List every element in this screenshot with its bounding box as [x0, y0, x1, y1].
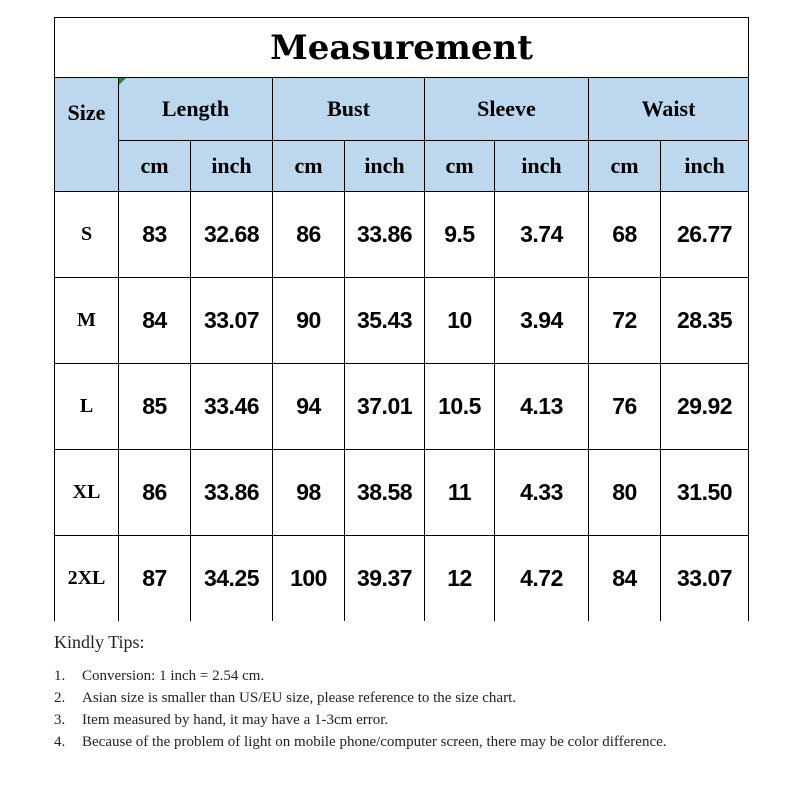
table-cell: 33.07 — [661, 536, 749, 622]
size-chart-table — [54, 17, 749, 621]
size-column-header — [55, 78, 119, 192]
table-cell: 29.92 — [661, 364, 749, 450]
table-cell: 86 — [119, 450, 191, 536]
table-cell: 87 — [119, 536, 191, 622]
table-cell: 4.13 — [495, 364, 589, 450]
table-cell: 84 — [589, 536, 661, 622]
size-cell: L — [55, 364, 119, 450]
table-cell: 76 — [589, 364, 661, 450]
size-cell: XL — [55, 450, 119, 536]
table-row — [55, 364, 749, 450]
unit-header: cm — [589, 141, 661, 192]
size-cell: S — [55, 192, 119, 278]
table-cell: 80 — [589, 450, 661, 536]
tip-number: 3. — [54, 712, 66, 728]
table-cell: 12 — [425, 536, 495, 622]
tip-text: Asian size is smaller than US/EU size, please reference to the size chart. — [82, 690, 516, 706]
unit-header: cm — [425, 141, 495, 192]
table-cell: 98 — [273, 450, 345, 536]
table-row — [55, 450, 749, 536]
sleeve-group-header: Sleeve — [425, 78, 589, 141]
unit-header: inch — [495, 141, 589, 192]
table-cell: 35.43 — [345, 278, 425, 364]
table-cell: 94 — [273, 364, 345, 450]
table-cell: 33.46 — [191, 364, 273, 450]
table-cell: 72 — [589, 278, 661, 364]
table-cell: 83 — [119, 192, 191, 278]
length-group-header — [119, 78, 273, 141]
unit-header: inch — [345, 141, 425, 192]
table-cell: 4.33 — [495, 450, 589, 536]
table-cell: 31.50 — [661, 450, 749, 536]
size-cell: 2XL — [55, 536, 119, 622]
tips-title: Kindly Tips: — [54, 632, 145, 652]
table-cell: 32.68 — [191, 192, 273, 278]
unit-header: inch — [191, 141, 273, 192]
table-cell: 3.94 — [495, 278, 589, 364]
kindly-tips — [54, 632, 754, 753]
tip-item — [54, 731, 754, 753]
table-cell: 39.37 — [345, 536, 425, 622]
tip-item — [54, 709, 754, 731]
table-cell: 26.77 — [661, 192, 749, 278]
unit-header: inch — [661, 141, 749, 192]
tip-text: Item measured by hand, it may have a 1-3cm error. — [82, 712, 389, 728]
table-cell: 38.58 — [345, 450, 425, 536]
tip-number: 1. — [54, 668, 66, 684]
table-cell: 10 — [425, 278, 495, 364]
tip-item — [54, 665, 754, 687]
table-cell: 3.74 — [495, 192, 589, 278]
table-cell: 33.86 — [191, 450, 273, 536]
table-cell: 85 — [119, 364, 191, 450]
length-label: Length — [161, 96, 230, 121]
tip-number: 4. — [54, 734, 66, 750]
table-row — [55, 278, 749, 364]
waist-group-header: Waist — [589, 78, 749, 141]
bust-group-header: Bust — [273, 78, 425, 141]
table-cell: 86 — [273, 192, 345, 278]
size-cell: M — [55, 278, 119, 364]
tip-item — [54, 687, 754, 709]
table-title: Measurement — [55, 18, 749, 78]
table-cell: 33.07 — [191, 278, 273, 364]
table-cell: 100 — [273, 536, 345, 622]
table-cell: 9.5 — [425, 192, 495, 278]
size-header-label: Size — [67, 99, 106, 125]
table-cell: 84 — [119, 278, 191, 364]
unit-header: cm — [119, 141, 191, 192]
table-cell: 68 — [589, 192, 661, 278]
cell-comment-marker — [119, 78, 126, 85]
unit-header: cm — [273, 141, 345, 192]
table-cell: 37.01 — [345, 364, 425, 450]
table-cell: 10.5 — [425, 364, 495, 450]
tip-text: Conversion: 1 inch = 2.54 cm. — [82, 668, 265, 684]
table-cell: 90 — [273, 278, 345, 364]
tip-number: 2. — [54, 690, 66, 706]
table-cell: 34.25 — [191, 536, 273, 622]
table-row — [55, 192, 749, 278]
table-cell: 4.72 — [495, 536, 589, 622]
table-row — [55, 536, 749, 622]
table-cell: 11 — [425, 450, 495, 536]
table-cell: 28.35 — [661, 278, 749, 364]
tips-list — [54, 665, 754, 753]
table-cell: 33.86 — [345, 192, 425, 278]
tip-text: Because of the problem of light on mobile phone/computer screen, there may be color difference. — [82, 734, 667, 750]
